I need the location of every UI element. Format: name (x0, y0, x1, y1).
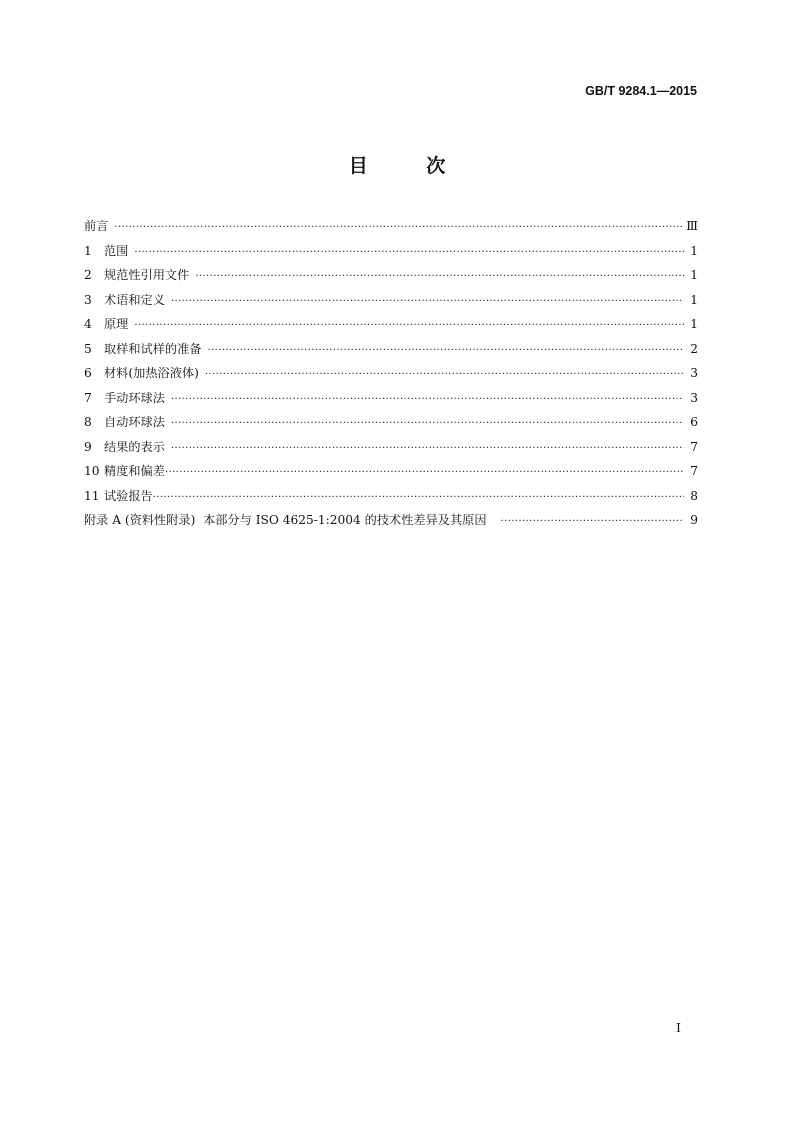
toc-entry-2[interactable] (84, 263, 698, 288)
toc-entry-page: Ⅲ (686, 219, 698, 233)
toc-entry-6[interactable] (84, 361, 698, 386)
toc-leader-dots (134, 314, 684, 339)
page-number: I (676, 1020, 681, 1035)
toc-entry-page: 1 (690, 268, 698, 282)
toc-entry-number: 3 (84, 292, 92, 307)
toc-entry-number: 4 (84, 317, 92, 331)
toc-leader-dots (153, 486, 684, 511)
toc-entry-page: 9 (690, 513, 698, 527)
toc-entry-page: 1 (690, 317, 698, 331)
toc-entry-number: 10 (84, 464, 100, 478)
toc-entry-page: 7 (690, 439, 698, 454)
toc-entry-label: 范围 (104, 243, 129, 258)
toc-entry-label: 前言 (84, 219, 109, 233)
toc-leader-dots (205, 363, 684, 388)
toc-entry-page: 6 (690, 415, 698, 429)
toc-entry-label: 术语和定义 (104, 292, 165, 307)
toc-entry-page: 7 (690, 464, 698, 478)
toc-leader-dots (171, 290, 684, 315)
toc-entry-3[interactable] (84, 288, 698, 313)
toc-entry-label: 手动环球法 (104, 390, 165, 405)
toc-entry-label: 自动环球法 (104, 415, 165, 429)
toc-entry-page: 8 (690, 488, 698, 503)
toc-leader-dots (501, 510, 684, 535)
page-title: 目 次 (348, 155, 472, 177)
toc-entry-number: 11 (84, 488, 100, 503)
toc-entry-label: 试验报告 (104, 488, 153, 503)
toc-entry-foreword[interactable] (84, 214, 698, 239)
toc-entry-10[interactable] (84, 459, 698, 484)
toc-entry-5[interactable] (84, 337, 698, 362)
toc-entry-page: 1 (690, 243, 698, 258)
toc-entry-number: 1 (84, 243, 92, 258)
toc-entry-9[interactable] (84, 435, 698, 460)
toc-entry-label: 结果的表示 (104, 439, 165, 454)
toc-entry-number: 8 (84, 415, 92, 429)
table-of-contents (84, 214, 698, 533)
toc-entry-7[interactable] (84, 386, 698, 411)
toc-entry-number: 5 (84, 341, 92, 356)
toc-entry-label: 规范性引用文件 (104, 268, 190, 282)
toc-entry-page: 3 (690, 366, 698, 380)
toc-leader-dots (165, 461, 684, 486)
toc-leader-dots (195, 265, 684, 290)
toc-entry-8[interactable] (84, 410, 698, 435)
toc-leader-dots (171, 437, 684, 462)
standard-code: GB/T 9284.1—2015 (585, 84, 697, 98)
toc-entry-label: 附录 A (资料性附录) 本部分与 ISO 4625-1:2004 的技术性差异及其原因 (84, 513, 487, 527)
toc-entry-number: 2 (84, 268, 92, 282)
toc-entry-annex-a[interactable] (84, 508, 698, 533)
toc-entry-label: 精度和偏差 (104, 464, 165, 478)
toc-entry-page: 3 (690, 390, 698, 405)
toc-leader-dots (208, 339, 685, 364)
toc-leader-dots (171, 412, 684, 437)
toc-entry-label: 取样和试样的准备 (104, 341, 202, 356)
toc-entry-page: 1 (690, 292, 698, 307)
toc-entry-page: 2 (690, 341, 698, 356)
toc-entry-label: 材料(加热浴液体) (104, 366, 199, 380)
toc-entry-1[interactable] (84, 239, 698, 264)
toc-entry-4[interactable] (84, 312, 698, 337)
toc-leader-dots (114, 216, 682, 241)
toc-entry-label: 原理 (104, 317, 129, 331)
toc-leader-dots (134, 241, 684, 266)
toc-leader-dots (171, 388, 684, 413)
toc-entry-number: 6 (84, 366, 92, 380)
toc-entry-11[interactable] (84, 484, 698, 509)
toc-entry-number: 7 (84, 390, 92, 405)
toc-entry-number: 9 (84, 439, 92, 454)
